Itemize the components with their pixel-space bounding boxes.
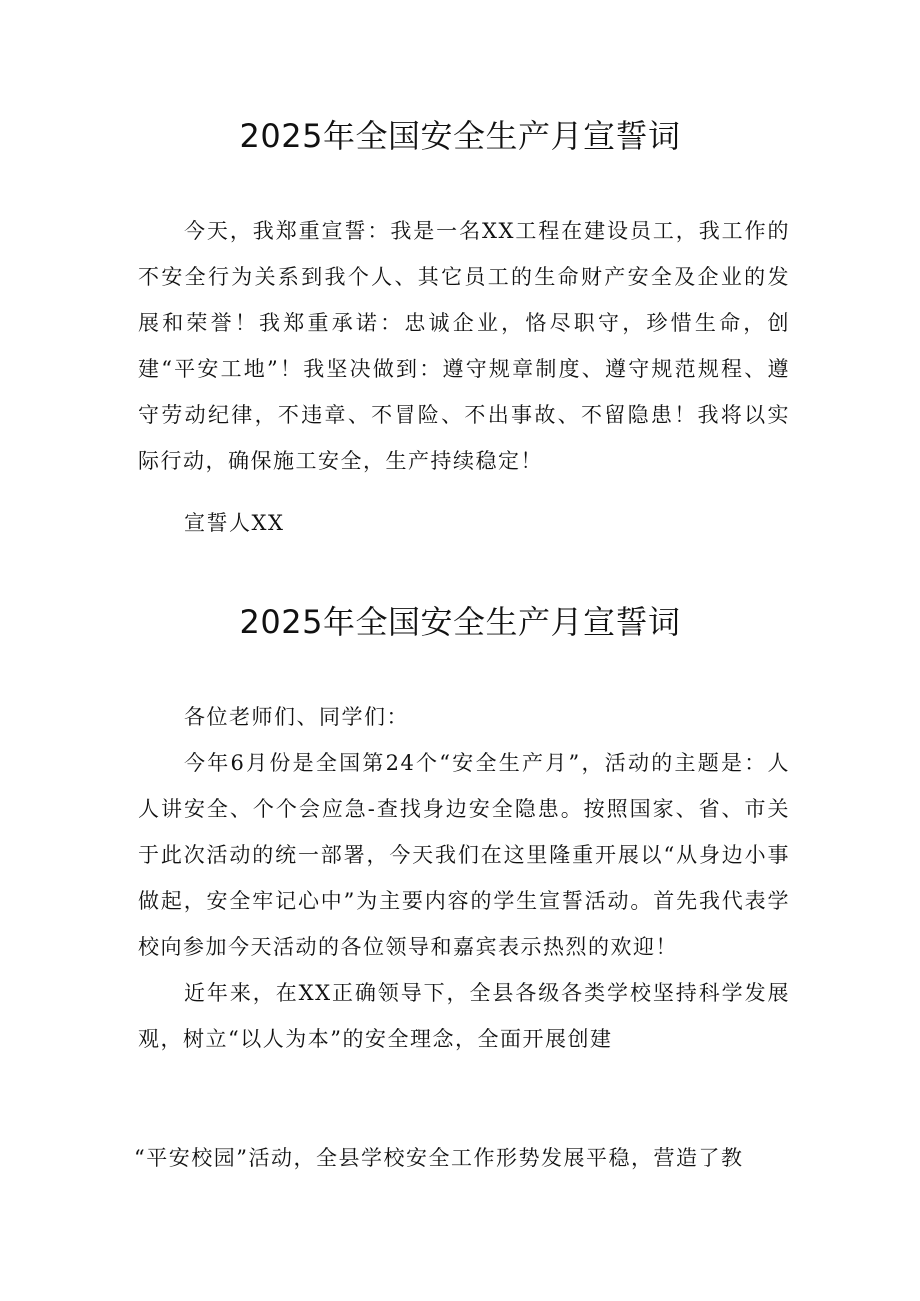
- speech-paragraph-2: 近年来，在XX正确领导下，全县各级各类学校坚持科学发展观，树立“以人为本”的安全理念，全面开展创建: [138, 981, 790, 1051]
- document-title: 2025年全国安全生产月宣誓词: [239, 117, 681, 155]
- continuation-line: “平安校园”活动，全县学校安全工作形势发展平稳，营造了教: [134, 1146, 744, 1170]
- oath-paragraph: 今天，我郑重宣誓：我是一名XX工程在建设员工，我工作的不安全行为关系到我个人、其它员工的生命财产安全及企业的发展和荣誉！我郑重承诺：忠诚企业，恪尽职守，珍惜生命，创建“平安工地”！我坚决做到：遵守规章制度、遵守规范规程、遵守劳动纪律，不违章、不冒险、不出事故、不留隐患！我将以实际行动，确保施工安全，生产持续稳定！: [138, 219, 790, 473]
- speech-paragraph-1: 今年6月份是全国第24个“安全生产月”，活动的主题是：人人讲安全、个个会应急-查找身边安全隐患。按照国家、省、市关于此次活动的统一部署，今天我们在这里隆重开展以“从身边小事做起，安全牢记心中”为主要内容的学生宣誓活动。首先我代表学校向参加今天活动的各位领导和嘉宾表示热烈的欢迎！: [138, 751, 790, 959]
- signature-line: 宣誓人XX: [184, 511, 285, 535]
- greeting-line: 各位老师们、同学们：: [184, 705, 409, 729]
- document-title-2: 2025年全国安全生产月宣誓词: [239, 603, 681, 641]
